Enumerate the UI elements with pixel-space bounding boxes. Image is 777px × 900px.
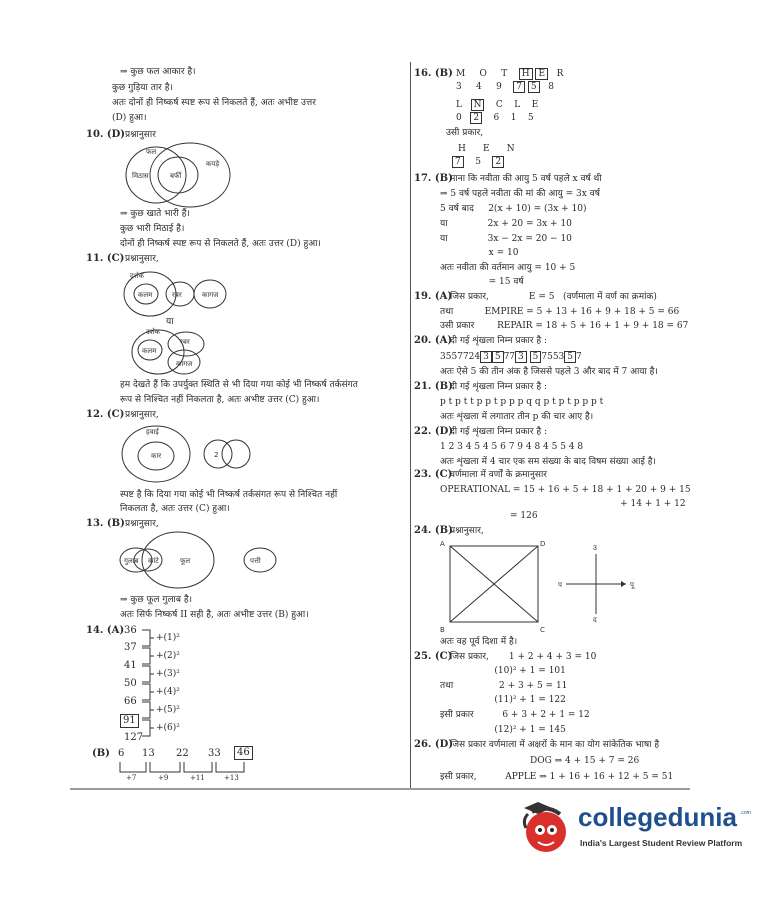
- q21-head: 21. (B): [414, 381, 453, 392]
- text-line: या 2x + 20 = 3x + 10: [440, 219, 572, 229]
- text-line: स्पष्ट है कि दिया गया कोई भी निष्कर्ष तर्कसंगत रूप से निश्चित नहीं: [120, 490, 338, 500]
- corner-label: D: [540, 540, 546, 548]
- q19-head: 19. (A): [414, 291, 453, 302]
- text-line: रूप से निश्चित नहीं निकलता है, अतः अभीष्ट उत्तर (C) हुआ।: [120, 395, 320, 405]
- q14-number-boxed: 91: [120, 714, 139, 728]
- q10-label: कपड़े: [206, 160, 220, 168]
- text-line: + 14 + 1 + 12: [560, 499, 686, 509]
- text-line: दोनों ही निष्कर्ष स्पष्ट रूप से निकलते हैं, अतः उत्तर (D) हुआ।: [120, 239, 321, 249]
- q12-venn: [118, 422, 278, 484]
- q12-text: प्रश्नानुसार,: [125, 410, 159, 420]
- q15-head: (B): [92, 748, 110, 759]
- svg-text:कार: कार: [151, 452, 162, 460]
- text-line: दी गई शृंखला निम्न प्रकार है :: [450, 427, 548, 437]
- text-line: p t p t t p p t p p p q q p t p t p p p t: [440, 397, 604, 407]
- column-divider: [410, 62, 411, 788]
- q15-diff: +13: [224, 774, 239, 782]
- q16-row: M O T H E R: [456, 69, 564, 79]
- direction-label: प: [558, 581, 562, 589]
- q16-head: 16. (B): [414, 68, 453, 79]
- q26-head: 26. (D): [414, 739, 454, 750]
- q15-number: 22: [176, 748, 189, 759]
- q13-text: प्रश्नानुसार,: [125, 519, 159, 529]
- text-line: दी गई शृंखला निम्न प्रकार है :: [450, 336, 548, 346]
- q10-label: फल: [146, 148, 157, 156]
- q24-diagram: [440, 538, 660, 634]
- q23-head: 23. (C): [414, 469, 453, 480]
- svg-text:रबर: रबर: [172, 291, 182, 299]
- q11-head: 11. (C): [86, 253, 125, 264]
- text-line: अतः शृंखला में 4 चार एक सम संख्या के बाद विषम संख्या आई है।: [440, 457, 656, 467]
- text-line: जिस प्रकार, 1 + 2 + 4 + 3 = 10: [450, 652, 597, 662]
- text-line: इसी प्रकार, APPLE ⇒ 1 + 16 + 16 + 12 + 5 = 51: [440, 772, 674, 782]
- q25-head: 25. (C): [414, 651, 453, 662]
- text-line: माना कि नवीता की आयु 5 वर्ष पहले x वर्ष थी: [450, 174, 602, 184]
- text-line: ⇒ 5 वर्ष पहले नवीता की मां की आयु = 3x वर्ष: [440, 189, 600, 199]
- bottom-rule: [70, 788, 690, 790]
- svg-text:कलम: कलम: [138, 291, 153, 299]
- text-line: अतः वह पूर्व दिशा में है।: [440, 637, 518, 647]
- text-line: ⇒ कुछ फल आकार है।: [120, 67, 196, 77]
- text-line: (D) हुआ।: [112, 113, 147, 123]
- text-line: दी गई शृंखला निम्न प्रकार है :: [450, 382, 548, 392]
- logo-tagline: India's Largest Student Review Platform: [580, 838, 743, 848]
- text-line: = 126: [510, 511, 538, 521]
- text-line: अतः शृंखला में लगातार तीन p की चार आए है।: [440, 412, 594, 422]
- q20-head: 20. (A): [414, 335, 453, 346]
- svg-text:हवाई: हवाई: [146, 428, 159, 436]
- svg-text:कलम: कलम: [142, 347, 157, 355]
- collegedunia-logo: [518, 800, 758, 862]
- q16-row: 7 5 2: [452, 156, 504, 168]
- q14-diff: +(6)²: [156, 723, 180, 733]
- q10-label: बर्फी: [170, 172, 182, 180]
- q14-number: 66: [124, 696, 137, 707]
- svg-text:पत्ती: पत्ती: [250, 557, 261, 565]
- svg-text:फूल: फूल: [180, 557, 191, 565]
- text-line: 5 वर्ष बाद 2(x + 10) = (3x + 10): [440, 204, 587, 214]
- q14-number: 41: [124, 660, 137, 671]
- q15-number-boxed: 46: [234, 746, 253, 760]
- q14-diff: +(4)²: [156, 687, 180, 697]
- q15-diff: +11: [190, 774, 205, 782]
- text-line: हम देखते हैं कि उपर्युक्त स्थिति से भी दिया गया कोई भी निष्कर्ष तर्कसंगत: [120, 380, 358, 390]
- text-line: या 3x − 2x = 20 − 10: [440, 234, 572, 244]
- mascot-icon: [518, 800, 576, 860]
- q10-venn: [118, 142, 238, 208]
- direction-label: द: [593, 616, 597, 624]
- q12-head: 12. (C): [86, 409, 125, 420]
- q11-venn-2: [128, 326, 218, 378]
- q11-or: या: [166, 317, 174, 327]
- text-line: ⇒ कुछ खाते भारी हैं।: [120, 209, 190, 219]
- text-line: निकलता है, अतः उत्तर (C) हुआ।: [120, 504, 230, 514]
- q16-row: 0 2 6 1 5: [456, 113, 534, 123]
- text-line: अतः दोनों ही निष्कर्ष स्पष्ट रूप से निकलते हैं, अतः अभीष्ट उत्तर: [112, 98, 316, 108]
- text-line: तथा 2 + 3 + 5 = 11: [440, 681, 568, 691]
- q14-diff: +(2)²: [156, 651, 180, 661]
- svg-text:रबर: रबर: [180, 338, 190, 346]
- q17-head: 17. (B): [414, 173, 453, 184]
- q13-head: 13. (B): [86, 518, 125, 529]
- text-line: जिस प्रकार, E = 5 (वर्णमाला में वर्ण का क्रमांक): [450, 292, 657, 302]
- text-line: कुछ गुड़िया तार है।: [112, 83, 173, 93]
- logo-wordmark: collegedunia: [578, 802, 737, 832]
- direction-label: पू: [630, 581, 634, 589]
- text-line: (11)² + 1 = 122: [440, 695, 566, 705]
- logo-domain: .com: [740, 810, 751, 816]
- q15-diff: +9: [158, 774, 169, 782]
- text-line: = 15 वर्ष: [440, 277, 524, 287]
- svg-text:दर्शक: दर्शक: [146, 328, 160, 336]
- q13-venn: [118, 530, 288, 592]
- q14-diff: +(5)²: [156, 705, 180, 715]
- q16-row: 3 4 9 7 5 8: [456, 82, 554, 92]
- q14-diff: +(3)²: [156, 669, 180, 679]
- text-line: DOG ⇒ 4 + 15 + 7 = 26: [530, 756, 640, 766]
- svg-text:कागज: कागज: [202, 291, 219, 299]
- text-line: जिस प्रकार वर्णमाला में अक्षरों के मान का योग सांकेतिक भाषा है: [450, 740, 660, 750]
- q14-number: 36: [124, 625, 137, 636]
- text-line: कुछ भारी मिठाई है।: [120, 224, 185, 234]
- q16-row: L N C L E: [456, 100, 539, 110]
- q10-label: मिठास: [132, 172, 149, 180]
- q11-venn-1: [118, 268, 248, 318]
- svg-text:कागज: कागज: [176, 360, 193, 368]
- text-line: (12)² + 1 = 145: [440, 725, 566, 735]
- svg-text:कांटे: कांटे: [148, 557, 159, 565]
- q16-row: H E N: [458, 144, 515, 154]
- text-line: (10)² + 1 = 101: [440, 666, 566, 676]
- text-line: x = 10: [440, 248, 519, 258]
- text-line: OPERATIONAL = 15 + 16 + 5 + 18 + 1 + 20 + 9 + 15: [440, 485, 691, 495]
- svg-text:दर्शक: दर्शक: [130, 272, 144, 280]
- svg-text:2: 2: [214, 451, 219, 459]
- q24-text: प्रश्नानुसार,: [450, 526, 484, 536]
- q14-number: 37: [124, 642, 137, 653]
- corner-label: A: [440, 540, 445, 548]
- q22-head: 22. (D): [414, 426, 454, 437]
- direction-label: उ: [593, 544, 597, 552]
- q14-head: 14. (A): [86, 625, 125, 636]
- q15-number: 6: [118, 748, 125, 759]
- q11-text: प्रश्नानुसार,: [125, 254, 159, 264]
- q15-number: 33: [208, 748, 221, 759]
- q14-number: 50: [124, 678, 137, 689]
- q14-number: 127: [124, 732, 144, 743]
- q10-text: प्रश्नानुसार: [125, 130, 156, 140]
- q24-head: 24. (B): [414, 525, 453, 536]
- q15-number: 13: [142, 748, 155, 759]
- text-line: अतः नवीता की वर्तमान आयु = 10 + 5: [440, 263, 576, 273]
- text-line: अतः सिर्फ निष्कर्ष II सही है, अतः अभीष्ट उत्तर (B) हुआ।: [120, 610, 309, 620]
- text-line: ⇒ कुछ फूल गुलाब है।: [120, 595, 193, 605]
- corner-label: C: [540, 626, 545, 634]
- corner-label: B: [440, 626, 445, 634]
- q10-head: 10. (D): [86, 129, 126, 140]
- q15-diff: +7: [126, 774, 137, 782]
- text-line: 1 2 3 4 5 4 5 6 7 9 4 8 4 5 5 4 8: [440, 442, 584, 452]
- text-line: अतः ऐसे 5 की तीन अंक है जिससे पहले 3 और बाद में 7 आया है।: [440, 367, 658, 377]
- text-line: तथा EMPIRE = 5 + 13 + 16 + 9 + 18 + 5 = 66: [440, 307, 680, 317]
- text-line: वर्णमाला में वर्णों के क्रमानुसार: [450, 470, 547, 480]
- text-line: इसी प्रकार 6 + 3 + 2 + 1 = 12: [440, 710, 590, 720]
- q20-series: 3557724 3 5 77 3 5 7553 5 7: [440, 352, 582, 362]
- q14-diff: +(1)²: [156, 633, 180, 643]
- text-line: उसी प्रकार REPAIR = 18 + 5 + 16 + 1 + 9 + 18 = 67: [440, 321, 689, 331]
- q16-same: उसी प्रकार,: [446, 128, 484, 138]
- svg-text:गुलाब: गुलाब: [124, 557, 139, 565]
